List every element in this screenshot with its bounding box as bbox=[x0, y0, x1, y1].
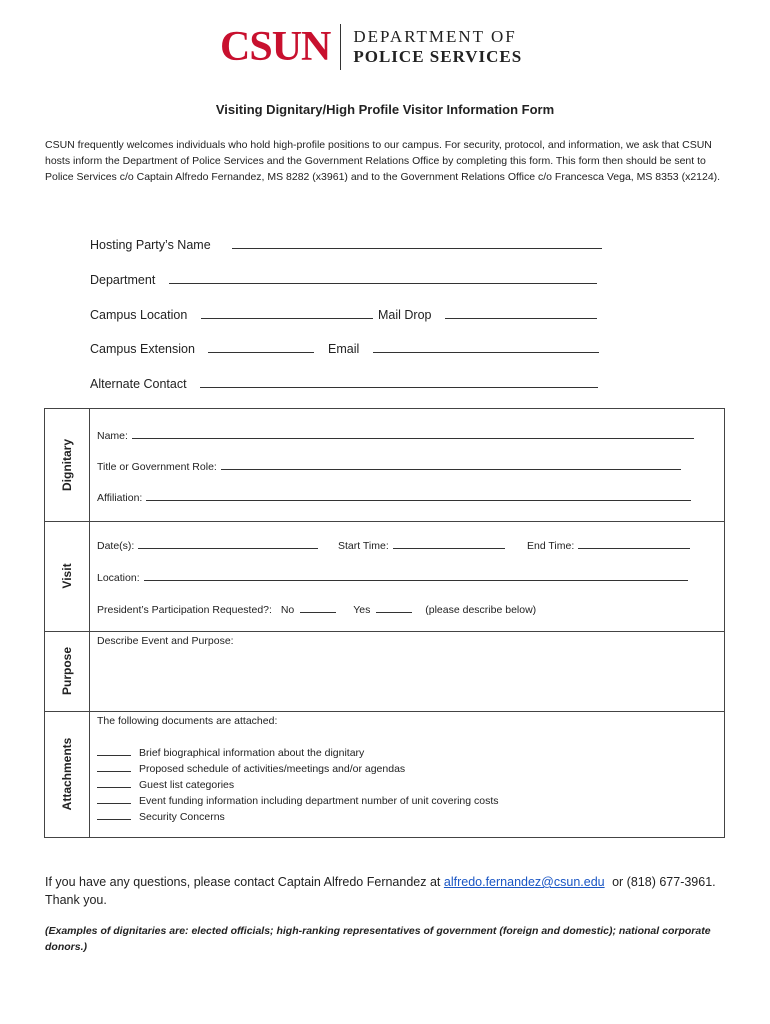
alternate-contact-line[interactable] bbox=[200, 375, 598, 388]
attachment-check-line[interactable] bbox=[97, 809, 131, 820]
csun-police-logo bbox=[220, 22, 522, 72]
attachment-check-line[interactable] bbox=[97, 761, 131, 772]
campus-extension-label: Campus Extension bbox=[90, 342, 195, 356]
contact-thanks: Thank you. bbox=[45, 893, 107, 907]
purpose-side-label bbox=[45, 631, 90, 712]
president-participation-field bbox=[97, 602, 536, 616]
dignitary-section bbox=[89, 409, 724, 522]
dignitary-name-label: Name: bbox=[97, 430, 128, 442]
president-yes-label: Yes bbox=[353, 604, 371, 616]
attachment-check-line[interactable] bbox=[97, 777, 131, 788]
dignitary-name-field[interactable] bbox=[97, 428, 694, 442]
attachment-check-line[interactable] bbox=[97, 745, 131, 756]
president-describe-note: (please describe below) bbox=[425, 604, 537, 616]
president-question: President’s Participation Requested?: bbox=[97, 604, 272, 616]
dignitary-affiliation-line[interactable] bbox=[146, 490, 691, 501]
visit-side-label bbox=[45, 521, 90, 632]
visit-location-label: Location: bbox=[97, 572, 140, 584]
dignitary-side-label bbox=[45, 409, 90, 522]
end-time-line[interactable] bbox=[578, 538, 690, 549]
mail-drop-label: Mail Drop bbox=[378, 308, 432, 322]
attachment-item[interactable] bbox=[97, 809, 225, 823]
visit-location-line[interactable] bbox=[144, 570, 688, 581]
department-label: Department bbox=[90, 273, 156, 287]
contact-info bbox=[45, 873, 745, 909]
logo-department bbox=[353, 27, 522, 67]
president-yes-line[interactable] bbox=[376, 602, 412, 613]
visitor-info-table bbox=[44, 408, 725, 838]
start-time-field[interactable] bbox=[338, 538, 505, 552]
attachments-intro: The following documents are attached: bbox=[97, 715, 278, 727]
department-field[interactable] bbox=[90, 271, 597, 287]
dignitary-examples-note: (Examples of dignitaries are: elected officials; high-ranking representatives of government (foreign and domestic); national corporate donors.) bbox=[45, 925, 711, 953]
hosting-party-label: Hosting Party’s Name bbox=[90, 238, 211, 252]
logo-brand: CSUN bbox=[220, 24, 331, 70]
campus-extension-field[interactable] bbox=[90, 340, 314, 356]
start-time-label: Start Time: bbox=[338, 540, 389, 552]
mail-drop-field[interactable] bbox=[378, 306, 597, 322]
dignitary-label: Dignitary bbox=[60, 438, 74, 492]
email-line[interactable] bbox=[373, 340, 599, 353]
email-label: Email bbox=[328, 342, 360, 356]
attachment-item-label: Brief biographical information about the dignitary bbox=[139, 747, 365, 759]
attachment-item[interactable] bbox=[97, 761, 405, 775]
logo-divider bbox=[340, 24, 341, 70]
purpose-section[interactable] bbox=[89, 631, 724, 712]
attachment-check-line[interactable] bbox=[97, 793, 131, 804]
attachment-item-label: Security Concerns bbox=[139, 811, 225, 823]
logo-dept-line2: POLICE SERVICES bbox=[353, 47, 523, 66]
attachments-section bbox=[89, 711, 724, 837]
attachments-side-label bbox=[45, 711, 90, 837]
visit-dates-field[interactable] bbox=[97, 538, 318, 552]
campus-location-line[interactable] bbox=[201, 306, 373, 319]
campus-location-label: Campus Location bbox=[90, 308, 188, 322]
start-time-line[interactable] bbox=[393, 538, 505, 549]
visit-label: Visit bbox=[60, 563, 74, 589]
dignitary-role-line[interactable] bbox=[221, 459, 681, 470]
attachment-item-label: Guest list categories bbox=[139, 779, 235, 791]
form-intro: CSUN frequently welcomes individuals who hold high-profile positions to our campus. For security, protocol, and information, we ask that CSUN hosts inform the Department of Police Services and the Government Relations Office by completing this form. This form then should be sent to Police Services c/o Captain Alfredo Fernandez, MS 8282 (x3961) and to the Government Relations Office c/o Francesca Vega, MS 8353 (x2124). bbox=[45, 139, 721, 183]
contact-phone: or (818) 677-3961. bbox=[612, 875, 716, 889]
alternate-contact-field[interactable] bbox=[90, 375, 598, 391]
mail-drop-line[interactable] bbox=[445, 306, 597, 319]
campus-location-field[interactable] bbox=[90, 306, 373, 322]
department-line[interactable] bbox=[169, 271, 597, 284]
contact-email-link[interactable]: alfredo.fernandez@csun.edu bbox=[443, 875, 605, 889]
alternate-contact-label: Alternate Contact bbox=[90, 377, 187, 391]
dignitary-role-field[interactable] bbox=[97, 459, 681, 473]
visit-location-field[interactable] bbox=[97, 570, 688, 584]
purpose-label: Purpose bbox=[60, 646, 74, 696]
email-field[interactable] bbox=[328, 340, 599, 356]
end-time-label: End Time: bbox=[527, 540, 575, 552]
logo-dept-line1: DEPARTMENT OF bbox=[353, 27, 517, 46]
dignitary-affiliation-field[interactable] bbox=[97, 490, 691, 504]
attachment-item[interactable] bbox=[97, 777, 234, 791]
campus-extension-line[interactable] bbox=[208, 340, 314, 353]
attachments-label: Attachments bbox=[60, 737, 74, 811]
president-no-line[interactable] bbox=[300, 602, 336, 613]
dignitary-affiliation-label: Affiliation: bbox=[97, 492, 143, 504]
visit-dates-line[interactable] bbox=[138, 538, 318, 549]
president-no-label: No bbox=[280, 604, 295, 616]
end-time-field[interactable] bbox=[527, 538, 690, 552]
dignitary-role-label: Title or Government Role: bbox=[97, 461, 217, 473]
contact-prefix: If you have any questions, please contact Captain Alfredo Fernandez at bbox=[45, 875, 441, 889]
visit-section bbox=[89, 521, 724, 632]
attachment-item[interactable] bbox=[97, 745, 364, 759]
hosting-party-field[interactable] bbox=[90, 236, 602, 252]
purpose-describe-label: Describe Event and Purpose: bbox=[97, 635, 234, 647]
attachment-item-label: Proposed schedule of activities/meetings and/or agendas bbox=[139, 763, 406, 775]
visit-dates-label: Date(s): bbox=[97, 540, 135, 552]
attachment-item-label: Event funding information including department number of unit covering costs bbox=[139, 795, 499, 807]
hosting-party-line[interactable] bbox=[232, 236, 602, 249]
attachment-item[interactable] bbox=[97, 793, 499, 807]
form-title: Visiting Dignitary/High Profile Visitor Information Form bbox=[215, 102, 555, 117]
dignitary-name-line[interactable] bbox=[132, 428, 694, 439]
